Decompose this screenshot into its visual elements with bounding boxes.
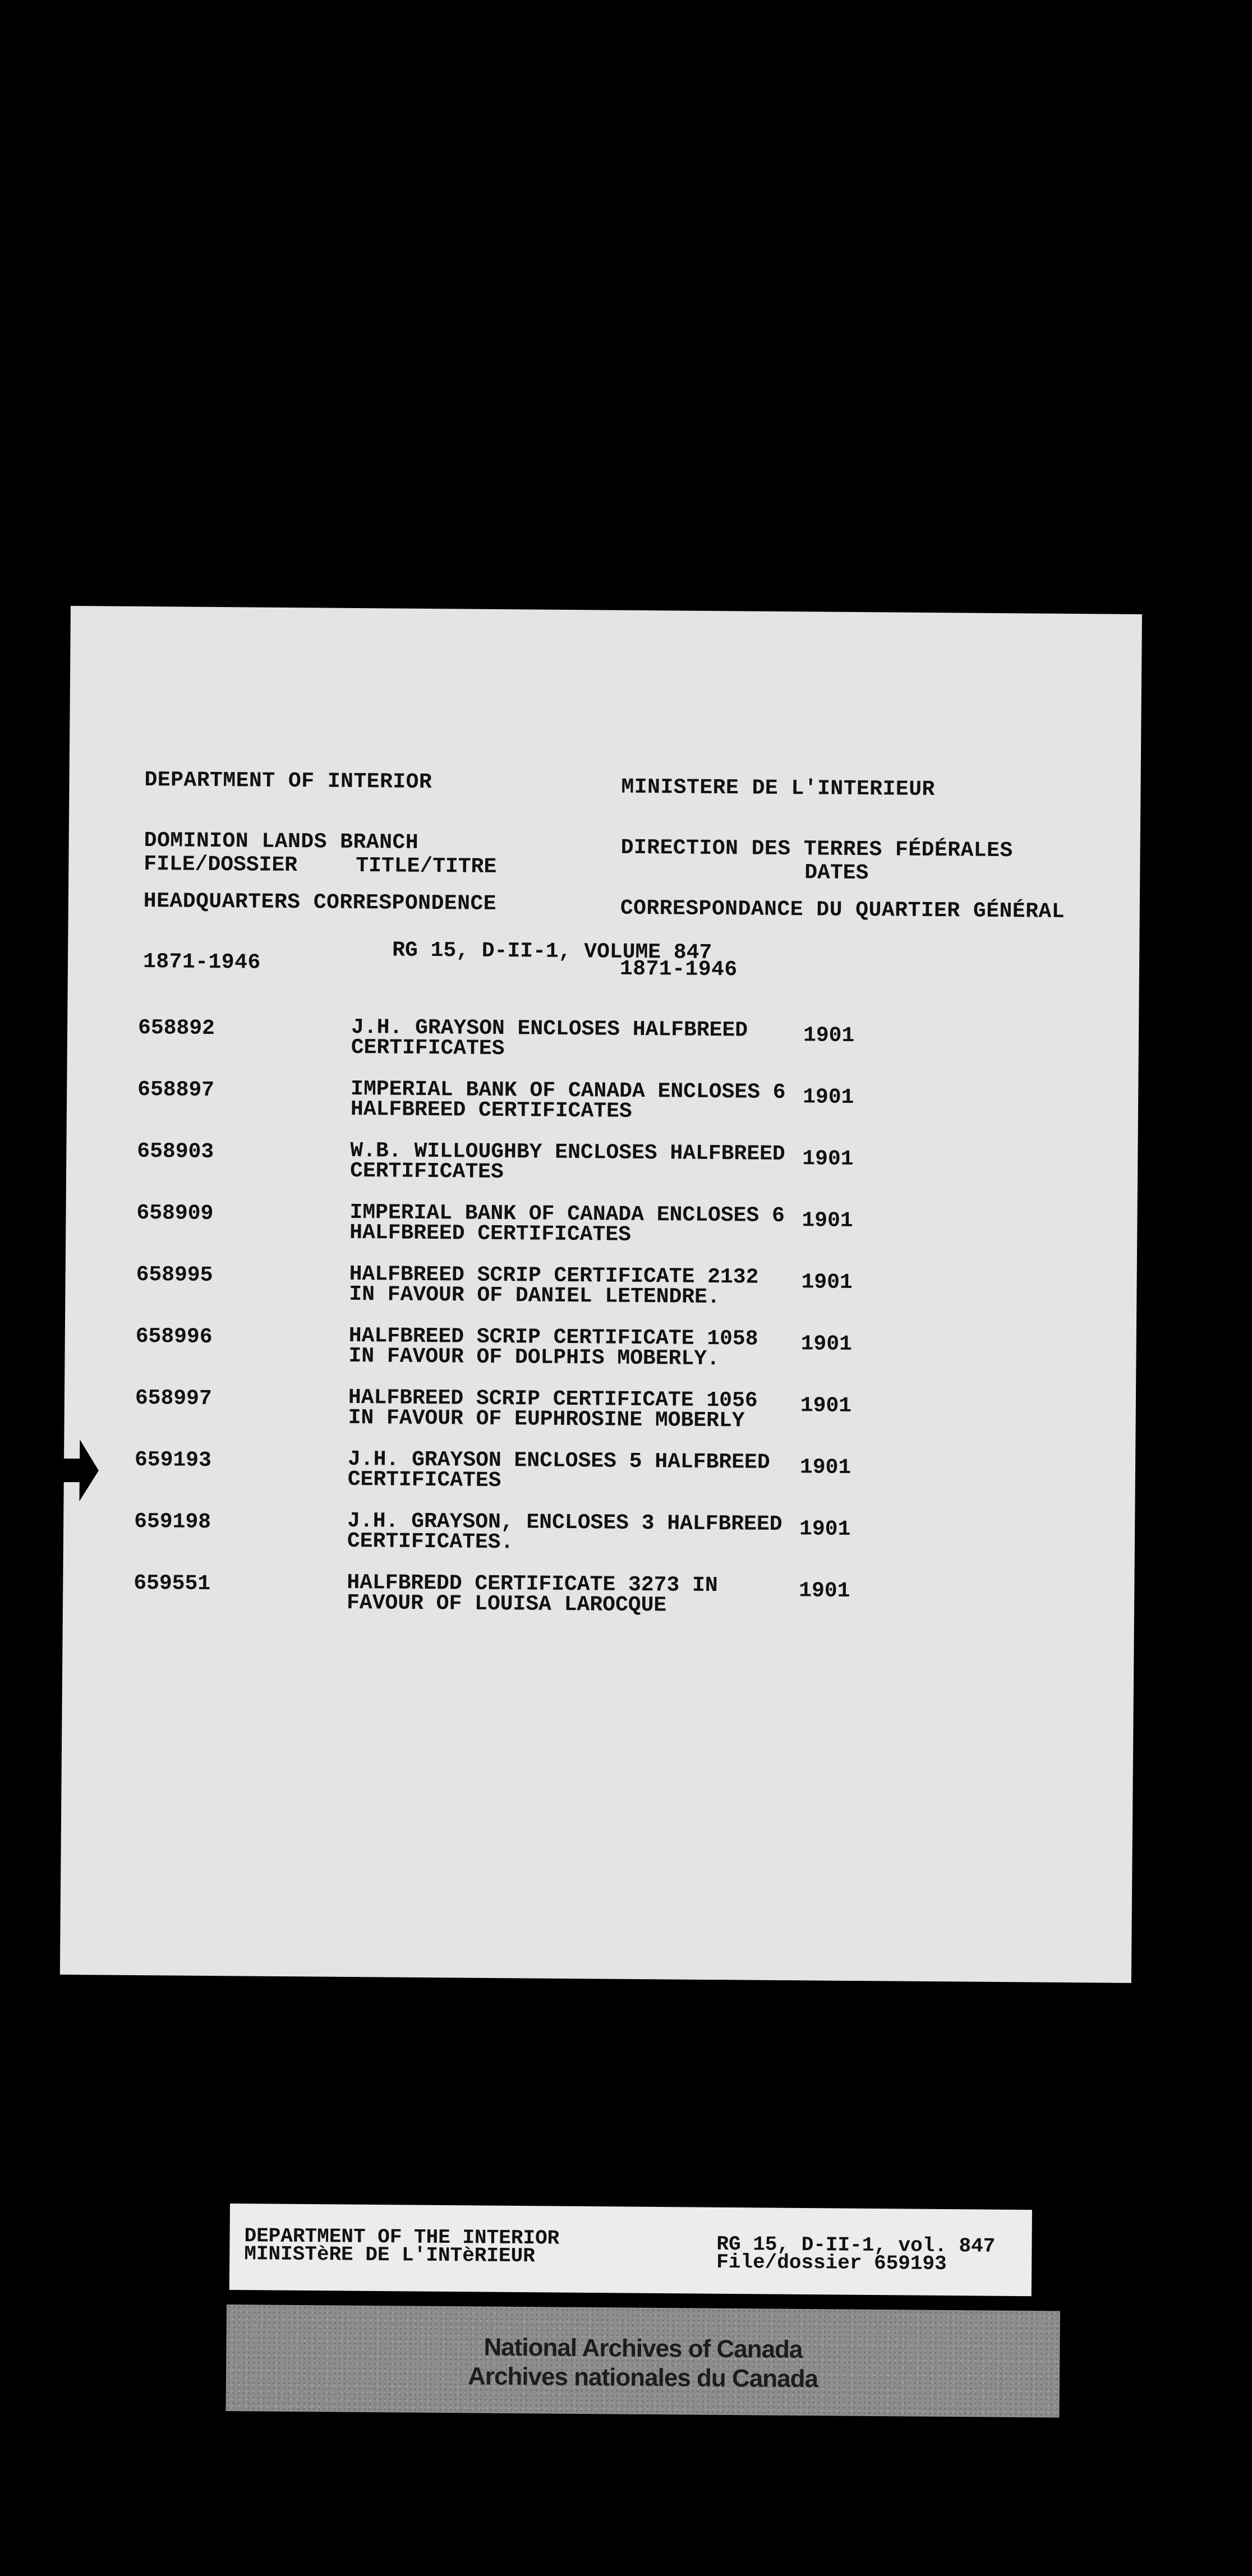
file-number: 658996 [135, 1324, 213, 1350]
entry-title: J.H. GRAYSON, ENCLOSES 3 HALFBREED CERTIFICATES. [347, 1508, 782, 1555]
entry-date: 1901 [802, 1208, 853, 1233]
stamp-line-fr: Archives nationales du Canada [467, 2362, 818, 2393]
table-row-highlighted [63, 1447, 1135, 1517]
header-left-line-1: DEPARTMENT OF INTERIOR [144, 768, 432, 795]
volume-reference: RG 15, D-II-1, VOLUME 847 [392, 938, 712, 965]
header-right-line-1: MINISTERE DE L'INTERIEUR [621, 775, 935, 802]
entry-title: IMPERIAL BANK OF CANADA ENCLOSES 6 HALFBREED CERTIFICATES [350, 1077, 786, 1124]
entry-date: 1901 [803, 1023, 855, 1048]
entry-title: W.B. WILLOUGHBY ENCLOSES HALFBREED CERTIFICATES [349, 1138, 785, 1185]
entry-title: HALFBREED SCRIP CERTIFICATE 2132 IN FAVOUR OF DANIEL LETENDRE. [349, 1262, 759, 1310]
file-number: 658903 [137, 1139, 214, 1165]
file-number: 658892 [137, 1015, 215, 1041]
file-number: 659198 [134, 1509, 211, 1535]
entry-title: HALFBREED SCRIP CERTIFICATE 1056 IN FAVOUR OF EUPHROSINE MOBERLY [348, 1385, 758, 1433]
document-page [60, 606, 1142, 1983]
entry-title: IMPERIAL BANK OF CANADA ENCLOSES 6 HALFBREED CERTIFICATES [349, 1200, 785, 1247]
label-reference [716, 2232, 996, 2276]
file-number: 658909 [136, 1200, 214, 1226]
archive-label-card [229, 2204, 1032, 2296]
header-left-line-3: HEADQUARTERS CORRESPONDENCE [143, 889, 497, 916]
entry-date: 1901 [802, 1085, 854, 1110]
entry-date: 1901 [801, 1270, 853, 1295]
entry-date: 1901 [799, 1579, 850, 1603]
table-row [67, 1015, 1139, 1085]
label-department-en: DEPARTMENT OF THE INTERIOR [244, 2224, 560, 2250]
table-row [67, 1077, 1139, 1147]
label-reference-file: File/dossier 659193 [716, 2250, 947, 2276]
column-header-dates: DATES [804, 861, 869, 886]
label-reference-volume: RG 15, D-II-1, vol. 847 [716, 2232, 996, 2258]
stamp-line-en: National Archives of Canada [484, 2333, 803, 2364]
column-header-file: FILE/DOSSIER [144, 852, 298, 878]
column-header-title: TITLE/TITRE [356, 854, 497, 879]
table-row [63, 1509, 1135, 1579]
label-department-fr: MINISTèRE DE L'INTèRIEUR [244, 2242, 535, 2268]
archives-stamp [226, 2304, 1060, 2418]
file-number: 659551 [134, 1571, 211, 1597]
table-row [63, 1571, 1135, 1641]
entry-date: 1901 [800, 1332, 853, 1356]
file-number: 658897 [137, 1077, 215, 1103]
table-row [66, 1200, 1138, 1271]
entry-title: J.H. GRAYSON ENCLOSES HALFBREED CERTIFICATES [351, 1015, 748, 1061]
table-row [65, 1324, 1136, 1394]
entry-date: 1901 [799, 1455, 851, 1480]
table-row [64, 1386, 1136, 1456]
entry-date: 1901 [800, 1393, 852, 1418]
entry-date: 1901 [799, 1517, 851, 1542]
header-left-line-2: DOMINION LANDS BRANCH [144, 829, 419, 855]
header-right-line-2: DIRECTION DES TERRES FÉDÉRALES [620, 835, 1013, 863]
entry-date: 1901 [802, 1147, 854, 1171]
header-left-line-4: 1871-1946 [142, 950, 261, 975]
table-row [65, 1262, 1137, 1332]
entry-title: HALFBREDD CERTIFICATE 3273 IN FAVOUR OF LOUISA LAROCQUE [346, 1570, 718, 1618]
file-number: 659193 [134, 1447, 212, 1473]
table-row [66, 1139, 1138, 1209]
label-department [244, 2224, 560, 2268]
header-right-line-4: 1871-1946 [619, 956, 738, 982]
header-right-line-3: CORRESPONDANCE DU QUARTIER GÉNÉRAL [620, 896, 1065, 924]
file-number: 658997 [135, 1386, 212, 1411]
pointer-arrow-icon [58, 1439, 99, 1502]
file-number: 658995 [136, 1262, 213, 1288]
entry-title: HALFBREED SCRIP CERTIFICATE 1058 IN FAVOUR OF DOLPHIS MOBERLY. [348, 1323, 758, 1372]
entry-title: J.H. GRAYSON ENCLOSES 5 HALFBREED CERTIFICATES [347, 1447, 770, 1493]
